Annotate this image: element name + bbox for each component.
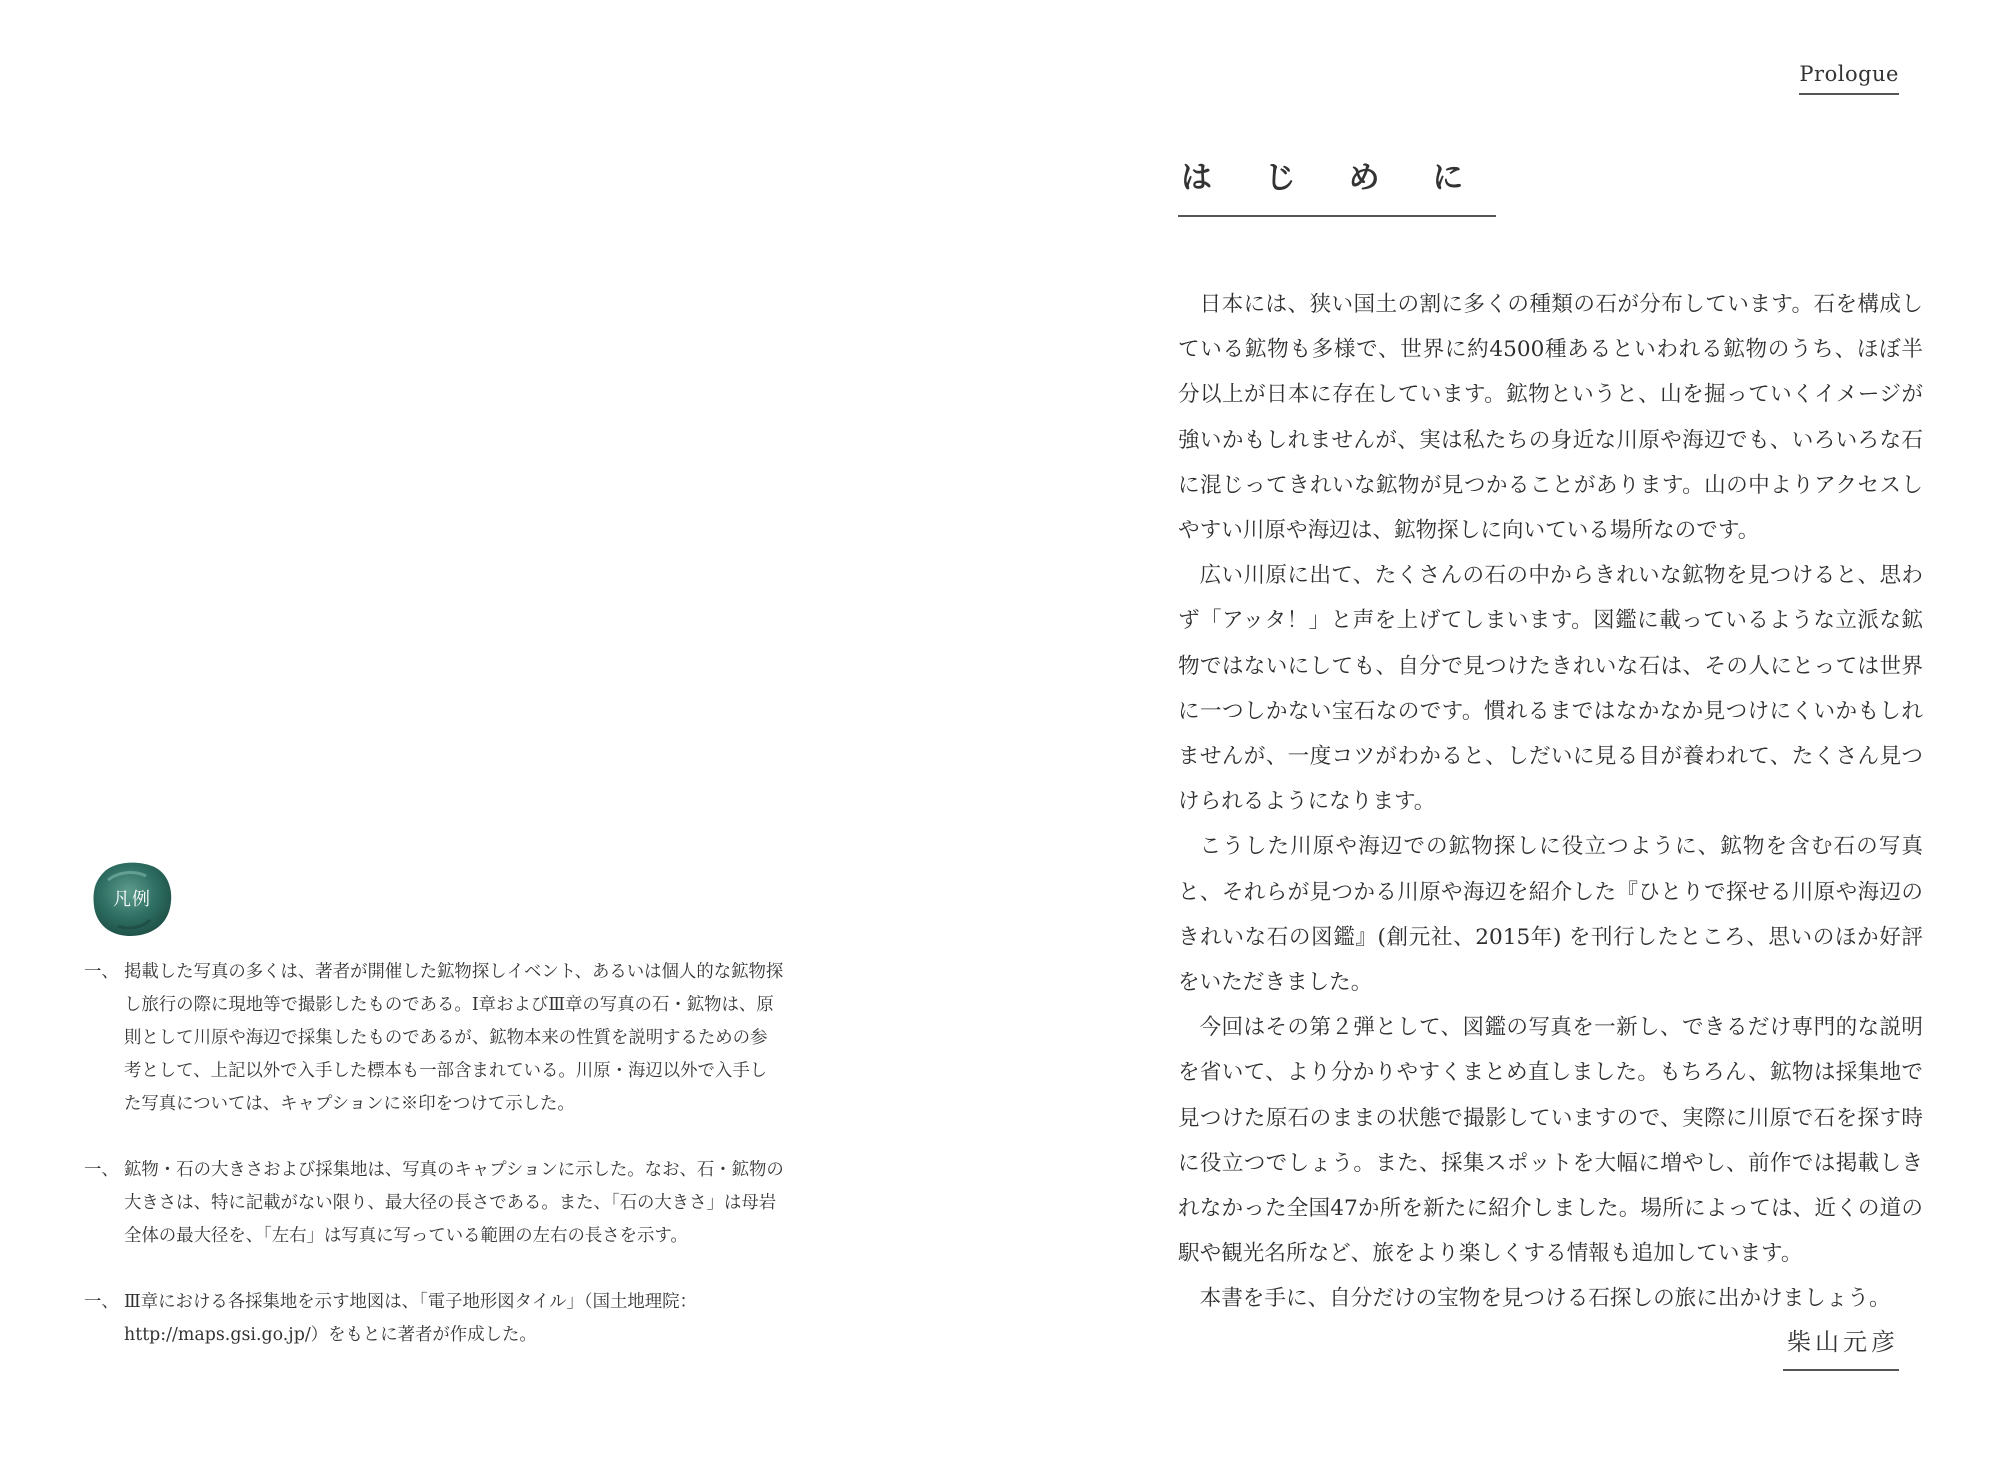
page-title: は じ め に — [1178, 152, 1496, 217]
body-paragraph: 広い川原に出て、たくさんの石の中からきれいな鉱物を見つけると、思わず「アッタ！」と声を上げてしまいます。図鑑に載っているような立派な鉱物ではないにしても、自分で見つけたきれいな石は、その人にとっては世界に一つしかない宝石なのです。慣れるまではなかなか見つけにくいかもしれませんが、一度コツがわかると、しだいに見る目が養われて、たくさん見つけられるようになります。 — [1178, 563, 1923, 815]
body-paragraph: 本書を手に、自分だけの宝物を見つける石探しの旅に出かけましょう。 — [1199, 1286, 1891, 1312]
note-bullet: 一、 — [84, 962, 119, 982]
note-bullet: 一、 — [84, 1292, 119, 1312]
legend-note — [84, 1286, 784, 1352]
section-label: Prologue — [1799, 62, 1899, 95]
note-bullet: 一、 — [84, 1160, 119, 1180]
legend-note — [84, 956, 784, 1121]
note-text: 鉱物・石の大きさおよび採集地は、写真のキャプションに示した。なお、石・鉱物の大きさは、特に記載がない限り、最大径の長さである。また、「石の大きさ」は母岩全体の最大径を、「左右」は写真に写っている範囲の左右の長さを示す。 — [124, 1160, 784, 1246]
legend-note — [84, 1154, 784, 1253]
legend-badge-label: 凡例 — [113, 889, 151, 910]
body-paragraph: こうした川原や海辺での鉱物探しに役立つように、鉱物を含む石の写真と、それらが見つかる川原や海辺を紹介した『ひとりで探せる川原や海辺のきれいな石の図鑑』(創元社、2015年) を刊行したところ、思いのほか好評をいただきました。 — [1178, 834, 1923, 996]
body-paragraph: 今回はその第２弾として、図鑑の写真を一新し、できるだけ専門的な説明を省いて、より分かりやすくまとめ直しました。もちろん、鉱物は採集地で見つけた原石のままの状態で撮影していますので、実際に川原で石を探す時に役立つでしょう。また、採集スポットを大幅に増やし、前作では掲載しきれなかった全国47か所を新たに紹介しました。場所によっては、近くの道の駅や観光名所など、旅をより楽しくする情報も追加しています。 — [1178, 1015, 1923, 1267]
legend-notes — [84, 956, 784, 1385]
note-text: 掲載した写真の多くは、著者が開催した鉱物探しイベント、あるいは個人的な鉱物探し旅行の際に現地等で撮影したものである。Ⅰ章およびⅢ章の写真の石・鉱物は、原則として川原や海辺で採集したものであるが、鉱物本来の性質を説明するための参考として、上記以外で入手した標本も一部含まれている。川原・海辺以外で入手した写真については、キャプションに※印をつけて示した。 — [124, 962, 784, 1114]
prologue-body — [1178, 282, 1923, 1322]
note-text: Ⅲ章における各採集地を示す地図は、「電子地形図タイル」（国土地理院：http://maps.gsi.go.jp/）をもとに著者が作成した。 — [124, 1292, 697, 1345]
legend-badge — [90, 858, 174, 938]
author-name: 柴山元彦 — [1783, 1322, 1899, 1371]
body-paragraph: 日本には、狭い国土の割に多くの種類の石が分布しています。石を構成している鉱物も多様で、世界に約4500種あるといわれる鉱物のうち、ほぼ半分以上が日本に存在しています。鉱物というと、山を掘っていくイメージが強いかもしれませんが、実は私たちの身近な川原や海辺でも、いろいろな石に混じってきれいな鉱物が見つかることがあります。山の中よりアクセスしやすい川原や海辺は、鉱物探しに向いている場所なのです。 — [1178, 292, 1923, 544]
